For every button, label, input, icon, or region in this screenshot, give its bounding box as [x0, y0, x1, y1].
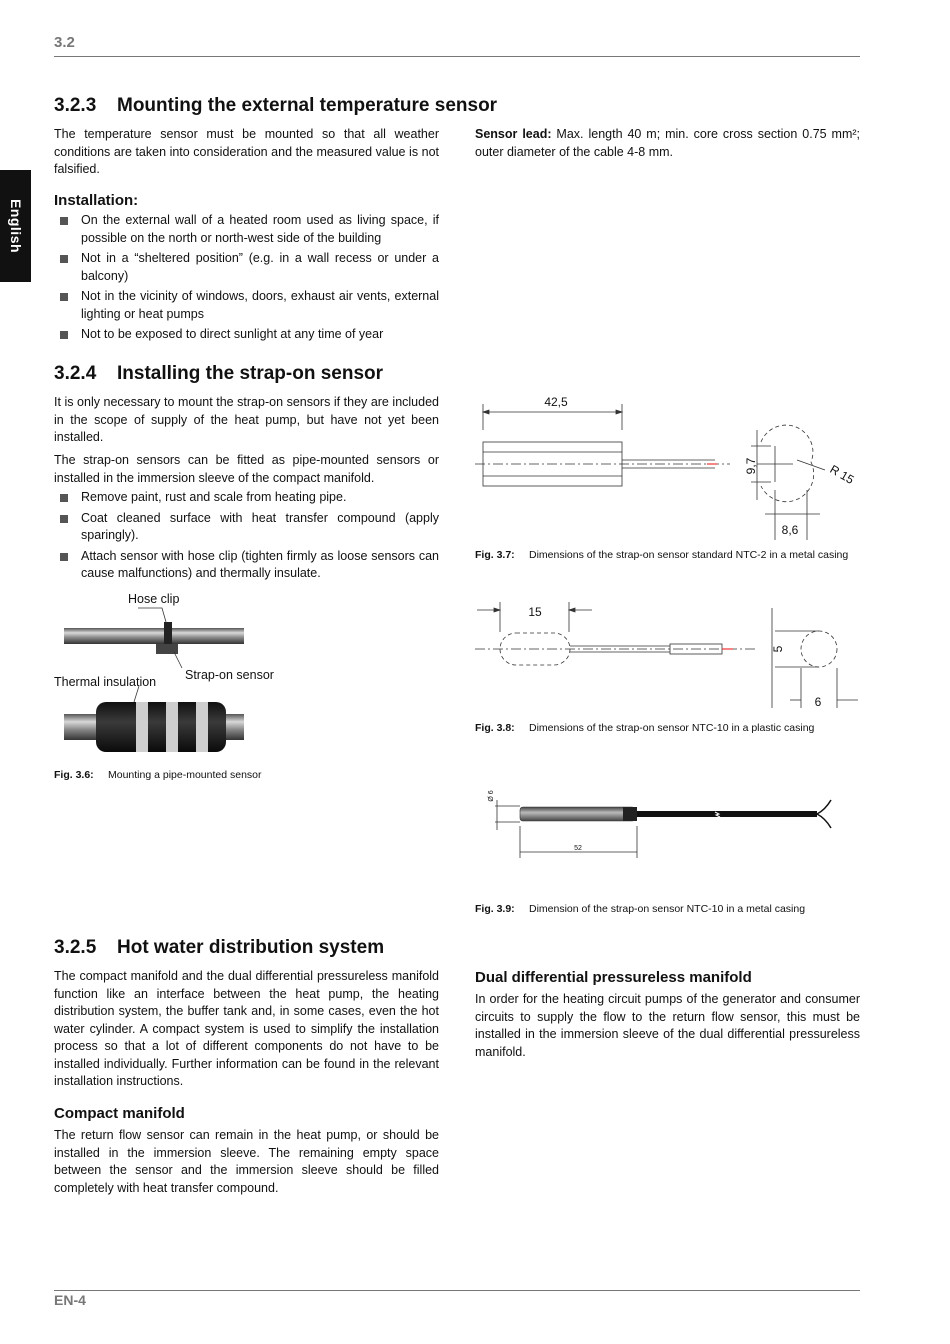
section-3-2-4-title — [54, 363, 383, 385]
list-item: Coat cleaned surface with heat transfer compound (apply sparingly). — [54, 510, 439, 545]
sensor-lead-text: Max. length 40 m; min. core cross section 0.75 mm²; outer diameter of the cable 4-8 mm. — [475, 127, 860, 159]
header-rule — [54, 56, 860, 57]
section-3-2-5-title — [54, 937, 384, 959]
dim-diameter-text: Ø 6 — [488, 790, 495, 802]
sensor-lead-paragraph — [475, 126, 860, 161]
thermal-insulation-label: Thermal insulation — [54, 675, 157, 689]
dual-manifold-heading: Dual differential pressureless manifold — [475, 969, 752, 986]
ntc10-metal-dimension-drawing — [475, 782, 860, 862]
figure-caption-text: Dimensions of the strap-on sensor standard NTC-2 in a metal casing — [529, 549, 849, 561]
language-tab-label: English — [7, 198, 24, 254]
section-number: 3.2.5 — [54, 937, 97, 958]
figure-label: Fig. 3.8: — [475, 722, 515, 734]
dim-radius-text: R 15 — [827, 462, 857, 487]
s325-p1: The compact manifold and the dual differential pressureless manifold function like an interface between the heat pump, the heating distribution system, the buffer tank and, in some cases, even the hot water cylinder. A compact system is used to simplify the installation process so that a lot of different components do not have to be installed individually. Further information can be found in the relevant installation instructions. — [54, 969, 439, 1088]
section-title-text: Installing the strap-on sensor — [117, 363, 384, 384]
fig-3-7-drawing — [475, 390, 860, 545]
list-item: Not in a “sheltered position” (e.g. in a wall recess or under a balcony) — [54, 250, 439, 285]
s323-intro: The temperature sensor must be mounted so that all weather conditions are taken into consideration and the measured value is not falsified. — [54, 127, 439, 176]
section-number: 3.2.3 — [54, 95, 97, 116]
figure-label: Fig. 3.6: — [54, 769, 94, 781]
dim-height-text: 5 — [771, 645, 785, 653]
s324-p1: It is only necessary to mount the strap-on sensors if they are included in the scope of supply of the heat pump, but have not yet been installed. — [54, 395, 439, 444]
compact-manifold-text: The return flow sensor can remain in the heat pump, or should be installed in the immersion sleeve. The remaining empty space between the sensor and the immersion sleeve should be filled completely with heat transfer compound. — [54, 1128, 439, 1195]
list-item: Not to be exposed to direct sunlight at any time of year — [54, 326, 439, 344]
section-title-text: Mounting the external temperature sensor — [117, 95, 498, 116]
page-number: EN-4 — [54, 1292, 86, 1308]
ntc2-dimension-drawing — [475, 390, 860, 545]
list-item: Attach sensor with hose clip (tighten firmly as loose sensors can cause malfunctions) and thermally insulate. — [54, 548, 439, 583]
footer-rule — [54, 1290, 860, 1291]
figure-caption-text: Mounting a pipe-mounted sensor — [108, 769, 262, 781]
strap-on-steps-list — [54, 489, 439, 586]
list-item: Remove paint, rust and scale from heating pipe. — [54, 489, 439, 507]
s324-p2: The strap-on sensors can be fitted as pipe-mounted sensors or installed in the immersion sleeve of the compact manifold. — [54, 453, 439, 485]
installation-list — [54, 212, 439, 347]
list-item: Not in the vicinity of windows, doors, exhaust air vents, external lighting or heat pumps — [54, 288, 439, 323]
hose-clip-label: Hose clip — [128, 592, 180, 606]
dim-length-text: 15 — [528, 605, 542, 619]
section-header-number: 3.2 — [54, 34, 75, 51]
section-number: 3.2.4 — [54, 363, 97, 384]
section-title-text: Hot water distribution system — [117, 937, 385, 958]
strap-on-sensor-label: Strap-on sensor — [185, 668, 274, 682]
dim-length-text: 52 — [574, 845, 582, 852]
figure-label: Fig. 3.7: — [475, 549, 515, 561]
list-item: On the external wall of a heated room used as living space, if possible on the north or north-west side of the building — [54, 212, 439, 247]
dim-height-text: 9,7 — [744, 457, 758, 475]
section-3-2-3-title — [54, 95, 497, 117]
compact-manifold-heading: Compact manifold — [54, 1105, 185, 1122]
fig-3-6-illustration — [54, 590, 284, 765]
fig-3-8-drawing — [475, 598, 860, 718]
sensor-lead-label: Sensor lead: — [475, 127, 552, 141]
language-tab — [0, 170, 31, 282]
fig-3-9-drawing — [475, 782, 860, 862]
dim-width-text: 8,6 — [781, 523, 799, 537]
dim-width-text: 6 — [814, 695, 822, 709]
dual-manifold-text: In order for the heating circuit pumps of the generator and consumer circuits to supply the flow to the return flow sensor, this must be installed in the immersion sleeve of the dual differential pressureless manifold. — [475, 992, 860, 1059]
figure-caption-text: Dimensions of the strap-on sensor NTC-10 in a plastic casing — [529, 722, 815, 734]
figure-caption-text: Dimension of the strap-on sensor NTC-10 in a metal casing — [529, 903, 806, 915]
installation-heading: Installation: — [54, 192, 139, 209]
dim-length-text: 42,5 — [544, 395, 568, 409]
ntc10-plastic-dimension-drawing — [475, 598, 860, 718]
figure-label: Fig. 3.9: — [475, 903, 515, 915]
